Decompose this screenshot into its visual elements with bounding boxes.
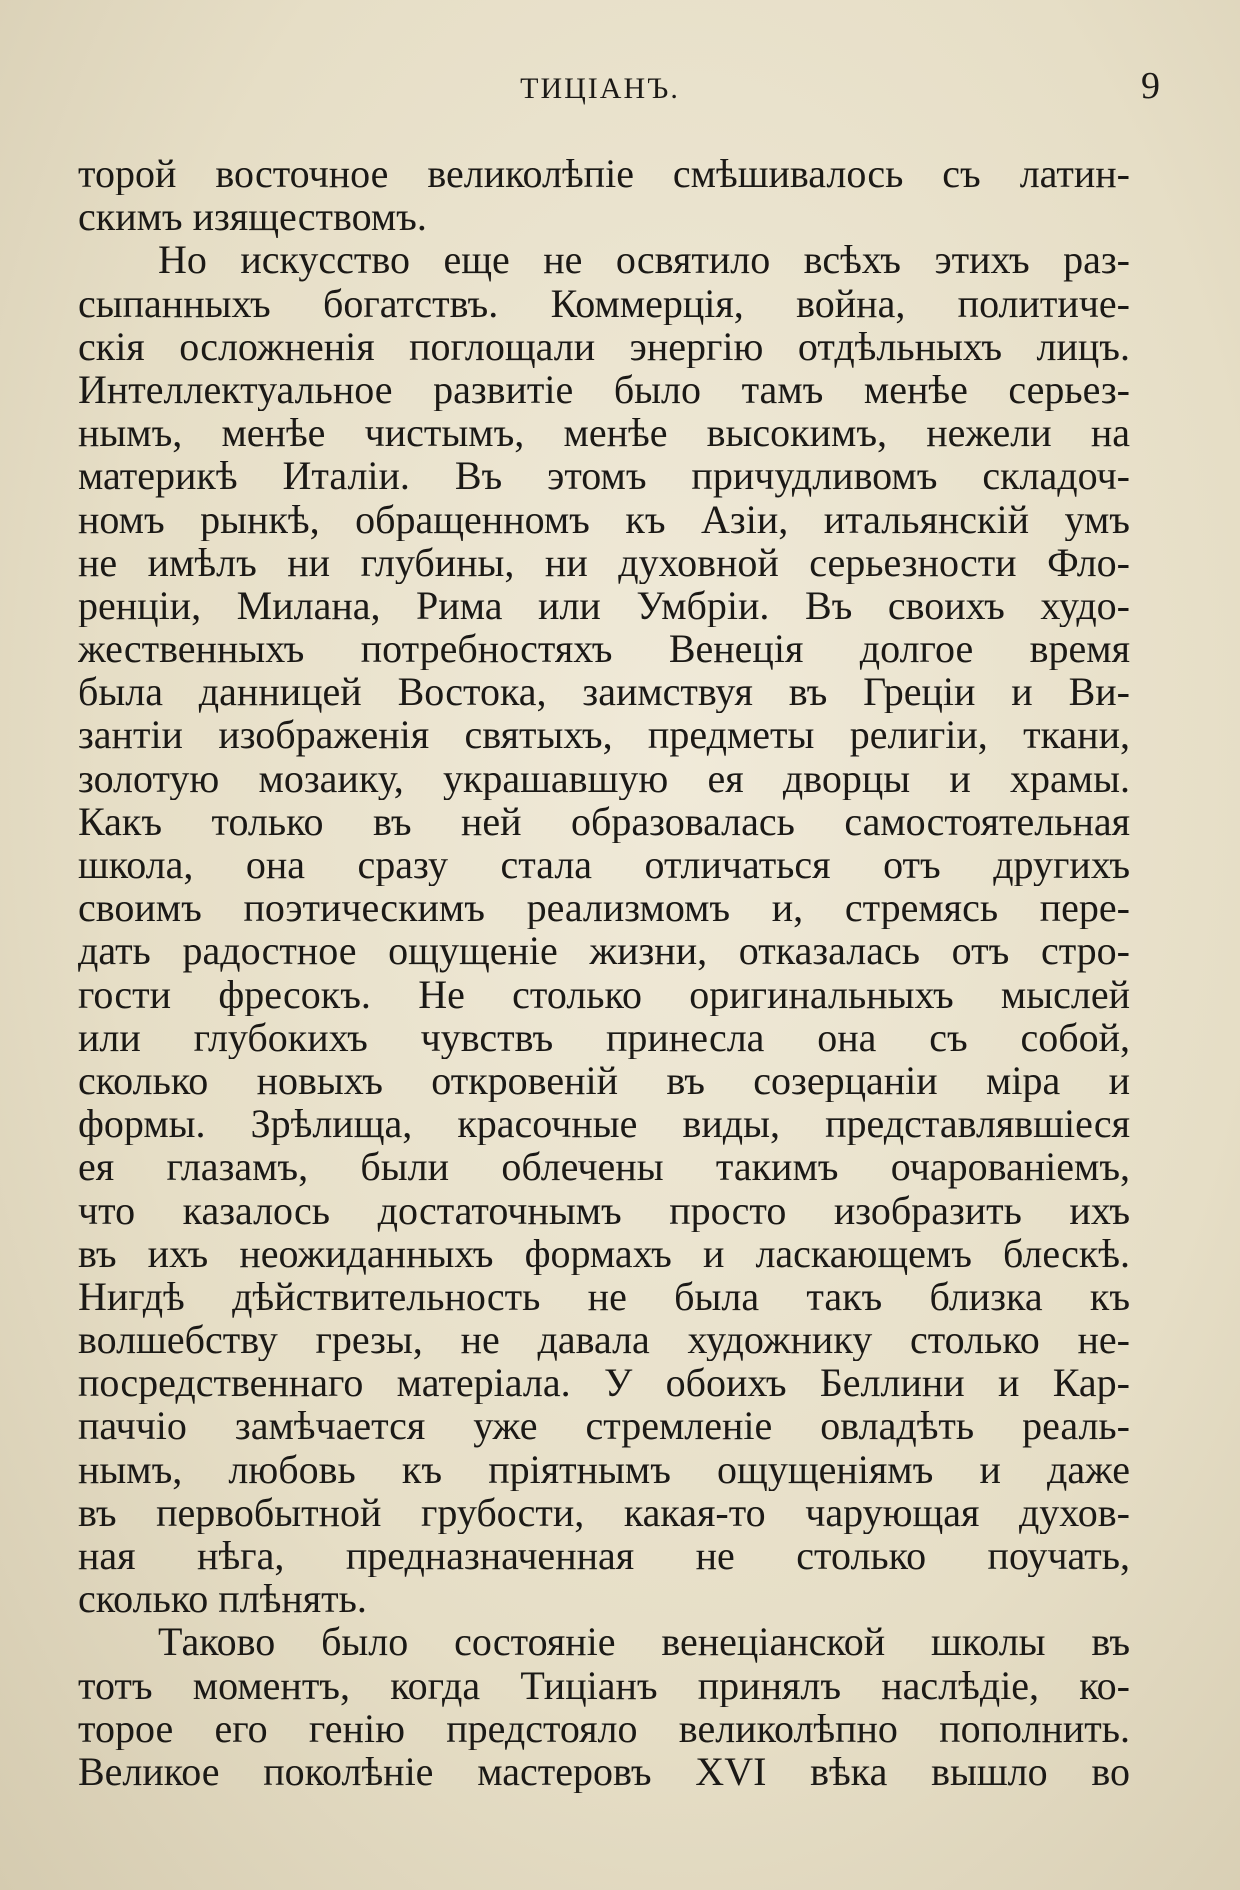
text-line: Но искусство еще не освятило всѣхъ этихъ раз- (158, 238, 1130, 282)
text-line: торое его генію предстояло великолѣпно пополнить. (78, 1706, 1130, 1750)
text-line: что казалось достаточнымъ просто изобразить ихъ (78, 1188, 1130, 1232)
text-line: нымъ, любовь къ пріятнымъ ощущеніямъ и даже (78, 1447, 1130, 1491)
text-line: была данницей Востока, заимствуя въ Греціи и Ви- (78, 670, 1130, 714)
text-line: ея глазамъ, были облечены такимъ очарованіемъ, (78, 1145, 1130, 1189)
text-line: скимъ изяществомъ. (78, 195, 427, 239)
text-line: торой восточное великолѣпіе смѣшивалось съ латин- (78, 152, 1130, 196)
text-line: нымъ, менѣе чистымъ, менѣе высокимъ, нежели на (78, 411, 1130, 455)
text-line: скія осложненія поглощали энергію отдѣльныхъ лицъ. (78, 324, 1130, 368)
text-line: паччіо замѣчается уже стремленіе овладѣть реаль- (78, 1404, 1130, 1448)
text-line: Интеллектуальное развитіе было тамъ менѣе серьез- (78, 367, 1130, 412)
text-line: жественныхъ потребностяхъ Венеція долгое время (78, 627, 1130, 671)
text-line: гости фресокъ. Не столько оригинальныхъ мыслей (78, 972, 1130, 1016)
text-line: материкѣ Италіи. Въ этомъ причудливомъ складоч- (78, 454, 1130, 498)
running-title: ТИЦІАНЪ. (520, 72, 680, 105)
text-line: волшебству грезы, не давала художнику столько не- (78, 1318, 1130, 1362)
text-line: не имѣлъ ни глубины, ни духовной серьезности Фло- (78, 540, 1130, 584)
text-line: Таково было состояніе венеціанской школы въ (158, 1620, 1130, 1664)
text-line: ная нѣга, предназначенная не столько поучать, (78, 1534, 1130, 1578)
text-line: Великое поколѣніе мастеровъ XVI вѣка вышло во (78, 1749, 1130, 1794)
text-line: Нигдѣ дѣйствительность не была такъ близка къ (78, 1274, 1130, 1319)
text-line: своимъ поэтическимъ реализмомъ и, стремясь пере- (78, 886, 1130, 930)
text-line: Какъ только въ ней образовалась самостоятельная (78, 799, 1130, 843)
text-line: зантіи изображенія святыхъ, предметы религіи, ткани, (78, 713, 1130, 757)
text-line: дать радостное ощущеніе жизни, отказалась отъ стро- (78, 929, 1130, 973)
text-line: сколько новыхъ откровеній въ созерцаніи міра и (78, 1058, 1130, 1103)
text-line: посредственнаго матеріала. У обоихъ Беллини и Кар- (78, 1361, 1130, 1405)
page-number: 9 (1141, 65, 1160, 107)
page-header (0, 62, 1240, 122)
text-line: или глубокихъ чувствъ принесла она съ собой, (78, 1015, 1130, 1059)
text-line: сыпанныхъ богатствъ. Коммерція, война, политиче- (78, 281, 1130, 325)
text-line: тотъ моментъ, когда Тиціанъ принялъ наслѣдіе, ко- (78, 1663, 1130, 1707)
text-line: школа, она сразу стала отличаться отъ другихъ (78, 843, 1130, 887)
text-line: въ первобытной грубости, какая-то чарующая духов- (78, 1490, 1130, 1534)
text-line: въ ихъ неожиданныхъ формахъ и ласкающемъ блескѣ. (78, 1231, 1130, 1275)
body-text (78, 152, 1130, 1793)
text-line: формы. Зрѣлища, красочные виды, представлявшіеся (78, 1102, 1130, 1146)
text-line: золотую мозаику, украшавшую ея дворцы и храмы. (78, 756, 1130, 800)
text-line: ренціи, Милана, Рима или Умбріи. Въ своихъ худо- (78, 583, 1130, 628)
text-line: сколько плѣнять. (78, 1577, 367, 1621)
text-line: номъ рынкѣ, обращенномъ къ Азіи, итальянскій умъ (78, 497, 1130, 541)
